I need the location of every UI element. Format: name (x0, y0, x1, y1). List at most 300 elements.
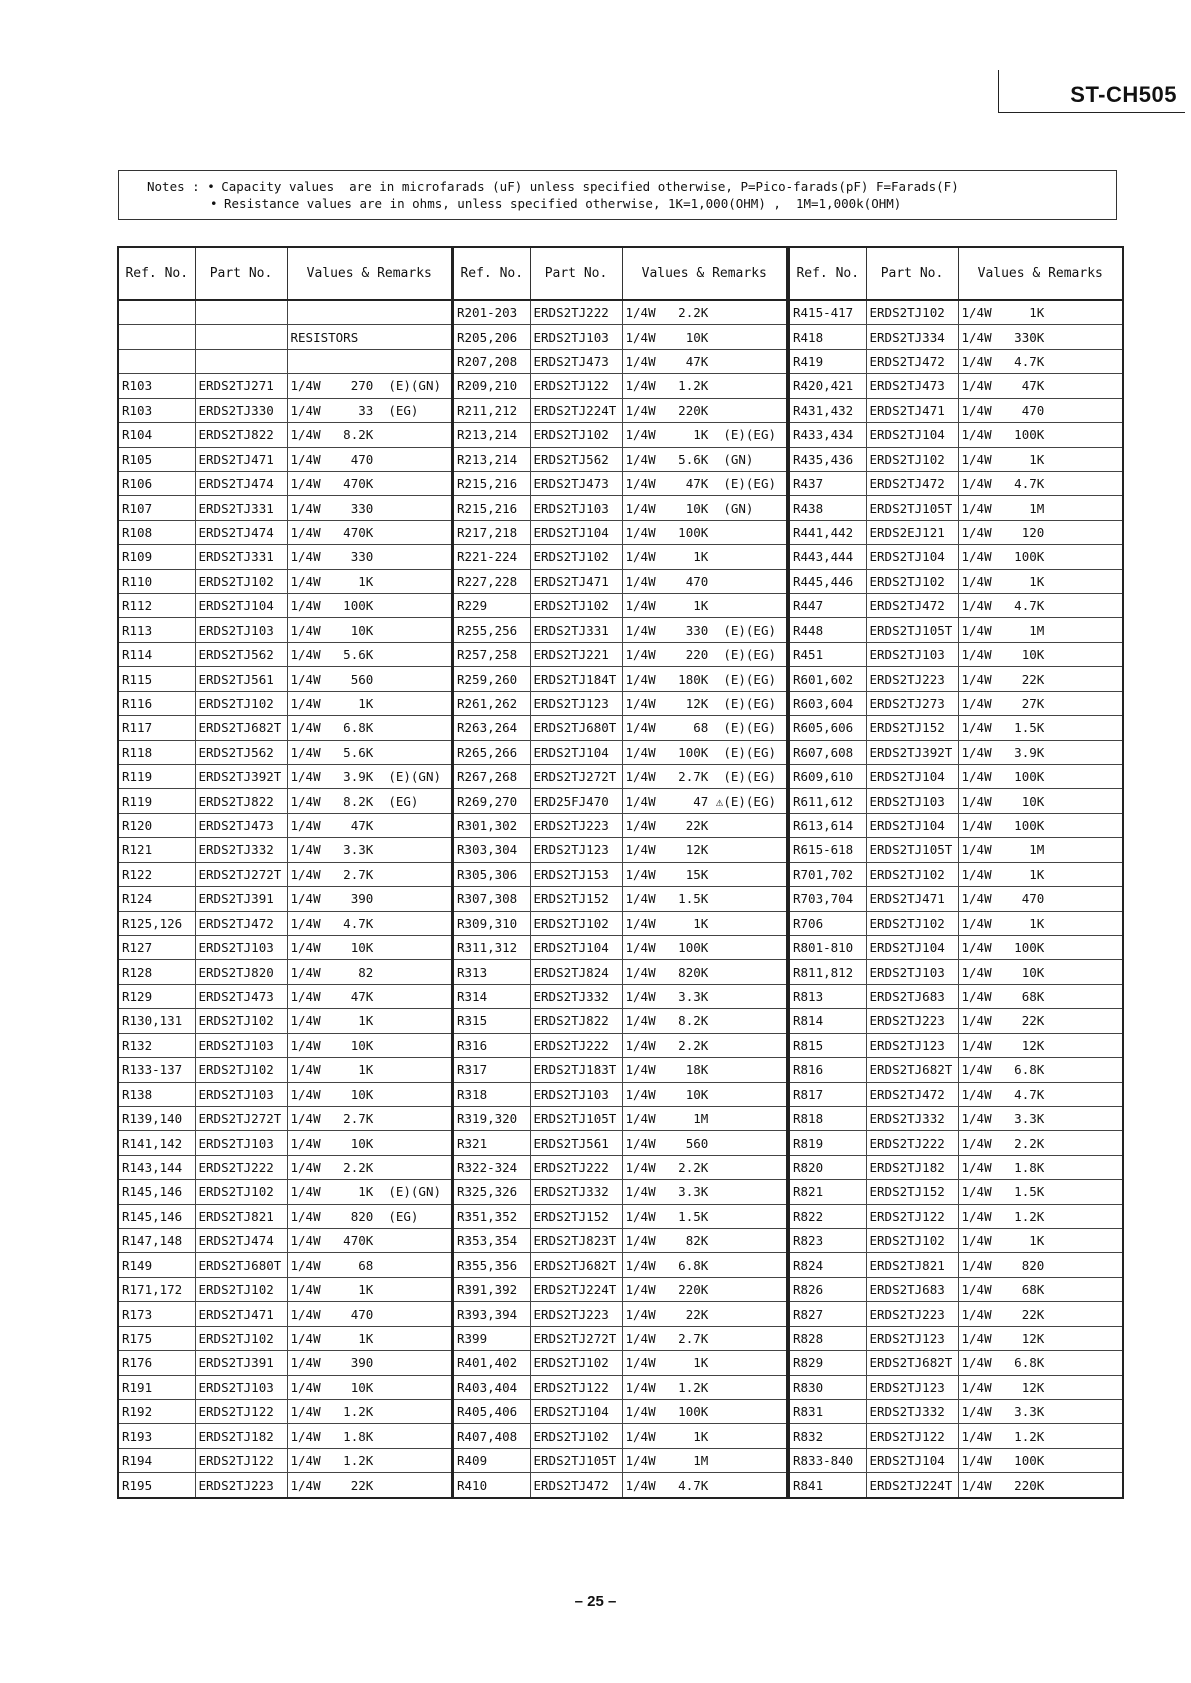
value-remarks-cell: 1/4W 1K (287, 1009, 452, 1033)
value-remarks-cell: 1/4W 820 (958, 1253, 1123, 1277)
value-remarks-cell: 1/4W 1K (958, 569, 1123, 593)
value-remarks-cell: 1/4W 1.8K (287, 1424, 452, 1448)
table-row (453, 300, 787, 325)
table-row (789, 618, 1123, 642)
value-remarks-cell: 1/4W 1K (287, 691, 452, 715)
table-header-row (453, 247, 787, 300)
ref-no-cell: R145,146 (118, 1180, 195, 1204)
part-no-cell: ERDS2TJ471 (866, 887, 958, 911)
value-remarks-cell: 1/4W 2.2K (287, 1155, 452, 1179)
part-no-cell (195, 325, 287, 349)
part-no-cell: ERDS2TJ102 (530, 423, 622, 447)
ref-no-cell: R149 (118, 1253, 195, 1277)
part-no-cell: ERDS2TJ102 (195, 1326, 287, 1350)
ref-no-cell: R319,320 (453, 1106, 530, 1130)
ref-no-cell: R313 (453, 960, 530, 984)
part-no-cell: ERDS2TJ123 (866, 1326, 958, 1350)
value-remarks-cell: 1/4W 1K (958, 911, 1123, 935)
value-remarks-cell: 1/4W 1K (E)(EG) (622, 423, 787, 447)
ref-no-cell: R419 (789, 349, 866, 373)
value-remarks-cell: 1/4W 10K (287, 618, 452, 642)
ref-no-cell: R229 (453, 594, 530, 618)
table-row (118, 594, 452, 618)
value-remarks-cell: 1/4W 10K (287, 1131, 452, 1155)
ref-no-cell: R701,702 (789, 862, 866, 886)
table-row (118, 471, 452, 495)
value-remarks-cell: 1/4W 6.8K (958, 1351, 1123, 1375)
part-no-cell (195, 349, 287, 373)
ref-no-cell: R703,704 (789, 887, 866, 911)
value-remarks-cell: 1/4W 100K (622, 520, 787, 544)
part-no-cell: ERDS2TJ105T (530, 1448, 622, 1472)
ref-no-cell: R801-810 (789, 935, 866, 959)
part-no-cell: ERDS2EJ121 (866, 520, 958, 544)
value-remarks-cell: 1/4W 1.2K (287, 1399, 452, 1423)
part-no-cell: ERDS2TJ332 (866, 1399, 958, 1423)
part-no-cell: ERDS2TJ561 (530, 1131, 622, 1155)
ref-no-cell: R173 (118, 1302, 195, 1326)
part-no-cell: ERDS2TJ152 (866, 716, 958, 740)
part-no-cell: ERDS2TJ223 (866, 1302, 958, 1326)
value-remarks-cell: 1/4W 470K (287, 1229, 452, 1253)
table-row (453, 520, 787, 544)
value-remarks-cell: 1/4W 4.7K (958, 1082, 1123, 1106)
value-remarks-cell: 1/4W 1.2K (958, 1424, 1123, 1448)
ref-no-cell: R816 (789, 1058, 866, 1082)
part-no-cell: ERDS2TJ103 (195, 618, 287, 642)
part-no-cell: ERDS2TJ680T (530, 716, 622, 740)
value-remarks-cell: 1/4W 1K (958, 1229, 1123, 1253)
ref-no-cell: R407,408 (453, 1424, 530, 1448)
value-remarks-cell: 1/4W 1.2K (287, 1448, 452, 1472)
ref-no-cell: R118 (118, 740, 195, 764)
table-row (118, 667, 452, 691)
value-remarks-cell: 1/4W 330K (958, 325, 1123, 349)
part-no-cell: ERDS2TJ102 (866, 569, 958, 593)
ref-no-cell: R841 (789, 1473, 866, 1498)
value-remarks-cell: 1/4W 820 (EG) (287, 1204, 452, 1228)
table-row (453, 545, 787, 569)
table-row (453, 1155, 787, 1179)
ref-no-cell: R833-840 (789, 1448, 866, 1472)
table-row (118, 1009, 452, 1033)
value-remarks-cell: 1/4W 560 (287, 667, 452, 691)
ref-no-cell: R303,304 (453, 838, 530, 862)
part-no-cell (195, 300, 287, 325)
table-row (453, 1106, 787, 1130)
ref-no-cell: R811,812 (789, 960, 866, 984)
value-remarks-cell: 1/4W 390 (287, 1351, 452, 1375)
ref-no-cell: R211,212 (453, 398, 530, 422)
table-row (118, 1058, 452, 1082)
part-no-cell: ERDS2TJ224T (530, 398, 622, 422)
table-row (453, 911, 787, 935)
ref-no-cell: R443,444 (789, 545, 866, 569)
part-no-cell: ERDS2TJ182 (866, 1155, 958, 1179)
value-remarks-cell: 1/4W 12K (958, 1375, 1123, 1399)
value-remarks-cell (287, 349, 452, 373)
table-row (118, 887, 452, 911)
header-values-remarks: Values & Remarks (958, 247, 1123, 300)
table-row (118, 398, 452, 422)
part-no-cell: ERDS2TJ473 (195, 813, 287, 837)
value-remarks-cell: 1/4W 10K (287, 1033, 452, 1057)
part-no-cell: ERDS2TJ223 (530, 813, 622, 837)
ref-no-cell: R209,210 (453, 374, 530, 398)
part-no-cell: ERDS2TJ182 (195, 1424, 287, 1448)
value-remarks-cell: 1/4W 3.9K (958, 740, 1123, 764)
part-no-cell: ERDS2TJ104 (866, 813, 958, 837)
value-remarks-cell: 1/4W 1K (E)(GN) (287, 1180, 452, 1204)
value-remarks-cell: 1/4W 22K (958, 1302, 1123, 1326)
table-row (453, 447, 787, 471)
part-no-cell: ERDS2TJ391 (195, 887, 287, 911)
ref-no-cell: R615-618 (789, 838, 866, 862)
part-no-cell: ERDS2TJ824 (530, 960, 622, 984)
ref-no-cell: R815 (789, 1033, 866, 1057)
table-row (789, 423, 1123, 447)
value-remarks-cell: 1/4W 1.5K (622, 887, 787, 911)
part-no-cell: ERDS2TJ223 (866, 1009, 958, 1033)
part-no-cell: ERDS2TJ682T (530, 1253, 622, 1277)
part-no-cell: ERDS2TJ473 (195, 984, 287, 1008)
part-no-cell: ERDS2TJ471 (195, 1302, 287, 1326)
value-remarks-cell: 1/4W 220 (E)(EG) (622, 642, 787, 666)
table-row (453, 765, 787, 789)
value-remarks-cell: 1/4W 120 (958, 520, 1123, 544)
part-no-cell: ERDS2TJ103 (195, 1131, 287, 1155)
table-row (118, 1448, 452, 1472)
table-row (118, 520, 452, 544)
part-no-cell: ERDS2TJ471 (530, 569, 622, 593)
header-part-no: Part No. (866, 247, 958, 300)
part-no-cell: ERDS2TJ102 (866, 862, 958, 886)
table-row (453, 1180, 787, 1204)
part-no-cell: ERDS2TJ122 (195, 1399, 287, 1423)
ref-no-cell: R819 (789, 1131, 866, 1155)
value-remarks-cell: 1/4W 100K (958, 765, 1123, 789)
value-remarks-cell: 1/4W 220K (622, 398, 787, 422)
ref-no-cell: R128 (118, 960, 195, 984)
part-no-cell: ERDS2TJ332 (530, 984, 622, 1008)
value-remarks-cell: 1/4W 4.7K (287, 911, 452, 935)
ref-no-cell: R193 (118, 1424, 195, 1448)
table-row (789, 594, 1123, 618)
ref-no-cell: R213,214 (453, 423, 530, 447)
ref-no-cell: R318 (453, 1082, 530, 1106)
part-no-cell: ERDS2TJ105T (866, 838, 958, 862)
model-number: ST-CH505 (1070, 82, 1177, 107)
ref-no-cell: R143,144 (118, 1155, 195, 1179)
value-remarks-cell: 1/4W 10K (GN) (622, 496, 787, 520)
value-remarks-cell: 1/4W 5.6K (GN) (622, 447, 787, 471)
table-row (118, 1351, 452, 1375)
value-remarks-cell: 1/4W 820K (622, 960, 787, 984)
table-row (453, 740, 787, 764)
part-no-cell: ERDS2TJ683 (866, 984, 958, 1008)
ref-no-cell: R403,404 (453, 1375, 530, 1399)
table-row (453, 1009, 787, 1033)
table-row (453, 642, 787, 666)
part-no-cell: ERDS2TJ103 (195, 935, 287, 959)
value-remarks-cell: 1/4W 470 (958, 887, 1123, 911)
value-remarks-cell: 1/4W 1.2K (622, 374, 787, 398)
value-remarks-cell: 1/4W 2.2K (958, 1131, 1123, 1155)
table-row (789, 1473, 1123, 1498)
bullet-icon: • (210, 196, 218, 211)
table-row (118, 1326, 452, 1350)
value-remarks-cell: 1/4W 220K (622, 1277, 787, 1301)
header-values-remarks: Values & Remarks (622, 247, 787, 300)
value-remarks-cell: 1/4W 100K (958, 1448, 1123, 1472)
ref-no-cell: R261,262 (453, 691, 530, 715)
ref-no-cell: R104 (118, 423, 195, 447)
table-row (118, 1204, 452, 1228)
ref-no-cell: R108 (118, 520, 195, 544)
ref-no-cell: R114 (118, 642, 195, 666)
ref-no-cell: R106 (118, 471, 195, 495)
notes-line-2: Resistance values are in ohms, unless specified otherwise, 1K=1,000(OHM) , 1M=1,000k(OHM) (224, 196, 902, 211)
value-remarks-cell: 1/4W 470K (287, 520, 452, 544)
part-no-cell: ERDS2TJ471 (195, 447, 287, 471)
ref-no-cell: R817 (789, 1082, 866, 1106)
part-no-cell: ERDS2TJ102 (530, 1424, 622, 1448)
part-no-cell: ERDS2TJ822 (195, 423, 287, 447)
part-no-cell: ERDS2TJ222 (530, 1155, 622, 1179)
value-remarks-cell: 1/4W 470 (622, 569, 787, 593)
value-remarks-cell: 1/4W 10K (287, 1082, 452, 1106)
ref-no-cell: R451 (789, 642, 866, 666)
table-row (118, 1375, 452, 1399)
ref-no-cell: R109 (118, 545, 195, 569)
ref-no-cell: R171,172 (118, 1277, 195, 1301)
value-remarks-cell: 1/4W 1M (958, 618, 1123, 642)
value-remarks-cell: 1/4W 1M (622, 1106, 787, 1130)
value-remarks-cell: 1/4W 3.3K (622, 984, 787, 1008)
value-remarks-cell: 1/4W 470 (287, 447, 452, 471)
value-remarks-cell: 1/4W 10K (287, 935, 452, 959)
ref-no-cell: R322-324 (453, 1155, 530, 1179)
value-remarks-cell: 1/4W 470 (958, 398, 1123, 422)
part-no-cell: ERDS2TJ102 (195, 1180, 287, 1204)
ref-no-cell: R130,131 (118, 1009, 195, 1033)
part-no-cell: ERDS2TJ102 (530, 1351, 622, 1375)
ref-no-cell: R217,218 (453, 520, 530, 544)
part-no-cell: ERDS2TJ474 (195, 1229, 287, 1253)
part-no-cell: ERDS2TJ123 (530, 838, 622, 862)
ref-no-cell: R415-417 (789, 300, 866, 325)
value-remarks-cell: 1/4W 1K (622, 911, 787, 935)
table-row (118, 1302, 452, 1326)
table-row (118, 1106, 452, 1130)
part-no-cell: ERDS2TJ332 (195, 838, 287, 862)
value-remarks-cell: 1/4W 1K (287, 569, 452, 593)
table-row (118, 447, 452, 471)
part-no-cell: ERDS2TJ682T (195, 716, 287, 740)
table-row (118, 1253, 452, 1277)
part-no-cell: ERDS2TJ105T (866, 618, 958, 642)
part-no-cell: ERDS2TJ331 (530, 618, 622, 642)
value-remarks-cell: 1/4W 12K (958, 1033, 1123, 1057)
part-no-cell: ERDS2TJ103 (530, 1082, 622, 1106)
ref-no-cell: R830 (789, 1375, 866, 1399)
table-row (789, 838, 1123, 862)
ref-no-cell: R207,208 (453, 349, 530, 373)
parts-table-column-1 (117, 246, 453, 1499)
value-remarks-cell: 1/4W 560 (622, 1131, 787, 1155)
part-no-cell: ERDS2TJ473 (866, 374, 958, 398)
part-no-cell: ERDS2TJ102 (195, 1009, 287, 1033)
table-row (453, 1302, 787, 1326)
table-row (453, 325, 787, 349)
value-remarks-cell: 1/4W 47K (622, 349, 787, 373)
ref-no-cell: R301,302 (453, 813, 530, 837)
ref-no-cell: R315 (453, 1009, 530, 1033)
value-remarks-cell: 1/4W 10K (622, 325, 787, 349)
ref-no-cell: R820 (789, 1155, 866, 1179)
part-no-cell: ERDS2TJ272T (530, 765, 622, 789)
part-no-cell: ERDS2TJ103 (530, 325, 622, 349)
table-row (453, 1082, 787, 1106)
part-no-cell: ERDS2TJ102 (530, 545, 622, 569)
ref-no-cell: R441,442 (789, 520, 866, 544)
part-no-cell: ERDS2TJ222 (530, 1033, 622, 1057)
part-no-cell: ERDS2TJ332 (866, 1106, 958, 1130)
value-remarks-cell: 1/4W 68 (E)(EG) (622, 716, 787, 740)
table-row (453, 862, 787, 886)
ref-no-cell: R201-203 (453, 300, 530, 325)
ref-no-cell: R257,258 (453, 642, 530, 666)
header-values-remarks: Values & Remarks (287, 247, 452, 300)
value-remarks-cell: 1/4W 1K (287, 1277, 452, 1301)
value-remarks-cell: 1/4W 100K (958, 935, 1123, 959)
ref-no-cell: R192 (118, 1399, 195, 1423)
parts-table-column-2 (452, 246, 788, 1499)
value-remarks-cell: 1/4W 1K (287, 1058, 452, 1082)
table-row (789, 935, 1123, 959)
part-no-cell: ERDS2TJ224T (530, 1277, 622, 1301)
ref-no-cell: R267,268 (453, 765, 530, 789)
part-no-cell: ERD25FJ470 (530, 789, 622, 813)
table-row (789, 740, 1123, 764)
notes-label: Notes : (147, 179, 200, 194)
value-remarks-cell: 1/4W 330 (E)(EG) (622, 618, 787, 642)
header-ref-no: Ref. No. (453, 247, 530, 300)
part-no-cell: ERDS2TJ123 (530, 691, 622, 715)
part-no-cell: ERDS2TJ103 (195, 1033, 287, 1057)
part-no-cell: ERDS2TJ104 (866, 1448, 958, 1472)
ref-no-cell: R117 (118, 716, 195, 740)
part-no-cell: ERDS2TJ562 (195, 740, 287, 764)
table-row (789, 1033, 1123, 1057)
part-no-cell: ERDS2TJ331 (195, 545, 287, 569)
table-row (453, 960, 787, 984)
table-row (118, 1131, 452, 1155)
table-row (453, 1204, 787, 1228)
value-remarks-cell: 1/4W 15K (622, 862, 787, 886)
value-remarks-cell: 1/4W 8.2K (287, 423, 452, 447)
part-no-cell: ERDS2TJ103 (866, 642, 958, 666)
table-row (118, 984, 452, 1008)
ref-no-cell: R353,354 (453, 1229, 530, 1253)
header-part-no: Part No. (195, 247, 287, 300)
table-row (453, 496, 787, 520)
ref-no-cell: R147,148 (118, 1229, 195, 1253)
table-row (453, 691, 787, 715)
part-no-cell: ERDS2TJ392T (866, 740, 958, 764)
part-no-cell: ERDS2TJ680T (195, 1253, 287, 1277)
part-no-cell: ERDS2TJ562 (195, 642, 287, 666)
table-row (118, 545, 452, 569)
value-remarks-cell: RESISTORS (287, 325, 452, 349)
part-no-cell: ERDS2TJ821 (866, 1253, 958, 1277)
value-remarks-cell: 1/4W 2.2K (622, 300, 787, 325)
value-remarks-cell: 1/4W 10K (287, 1375, 452, 1399)
ref-no-cell: R603,604 (789, 691, 866, 715)
part-no-cell: ERDS2TJ222 (530, 300, 622, 325)
value-remarks-cell: 1/4W 470 (287, 1302, 452, 1326)
parts-table-column-3 (788, 246, 1124, 1499)
ref-no-cell: R309,310 (453, 911, 530, 935)
table-row (118, 374, 452, 398)
part-no-cell: ERDS2TJ103 (866, 960, 958, 984)
table-row (789, 1082, 1123, 1106)
table-row (789, 471, 1123, 495)
ref-no-cell: R607,608 (789, 740, 866, 764)
part-no-cell: ERDS2TJ152 (866, 1180, 958, 1204)
table-row (118, 569, 452, 593)
table-row (789, 642, 1123, 666)
table-row (118, 789, 452, 813)
part-no-cell: ERDS2TJ392T (195, 765, 287, 789)
ref-no-cell: R175 (118, 1326, 195, 1350)
table-row (789, 349, 1123, 373)
model-header-box (998, 70, 1185, 113)
table-row (453, 1058, 787, 1082)
value-remarks-cell: 1/4W 270 (E)(GN) (287, 374, 452, 398)
ref-no-cell (118, 349, 195, 373)
table-row (453, 887, 787, 911)
part-no-cell: ERDS2TJ122 (530, 374, 622, 398)
value-remarks-cell: 1/4W 47 ⚠(E)(EG) (622, 789, 787, 813)
table-row (453, 374, 787, 398)
value-remarks-cell: 1/4W 100K (287, 594, 452, 618)
table-row (789, 496, 1123, 520)
table-row (453, 569, 787, 593)
ref-no-cell: R821 (789, 1180, 866, 1204)
ref-no-cell: R399 (453, 1326, 530, 1350)
table-row (453, 1448, 787, 1472)
part-no-cell: ERDS2TJ474 (195, 520, 287, 544)
value-remarks-cell: 1/4W 2.7K (287, 1106, 452, 1130)
table-row (453, 1033, 787, 1057)
value-remarks-cell: 1/4W 12K (958, 1326, 1123, 1350)
ref-no-cell: R420,421 (789, 374, 866, 398)
table-row (789, 1106, 1123, 1130)
table-row (789, 1277, 1123, 1301)
table-row (118, 325, 452, 349)
part-no-cell: ERDS2TJ103 (530, 496, 622, 520)
value-remarks-cell: 1/4W 1M (958, 838, 1123, 862)
ref-no-cell: R107 (118, 496, 195, 520)
ref-no-cell: R410 (453, 1473, 530, 1498)
table-row (453, 1253, 787, 1277)
table-row (118, 691, 452, 715)
table-row (118, 765, 452, 789)
ref-no-cell: R116 (118, 691, 195, 715)
value-remarks-cell: 1/4W 12K (622, 838, 787, 862)
value-remarks-cell: 1/4W 180K (E)(EG) (622, 667, 787, 691)
